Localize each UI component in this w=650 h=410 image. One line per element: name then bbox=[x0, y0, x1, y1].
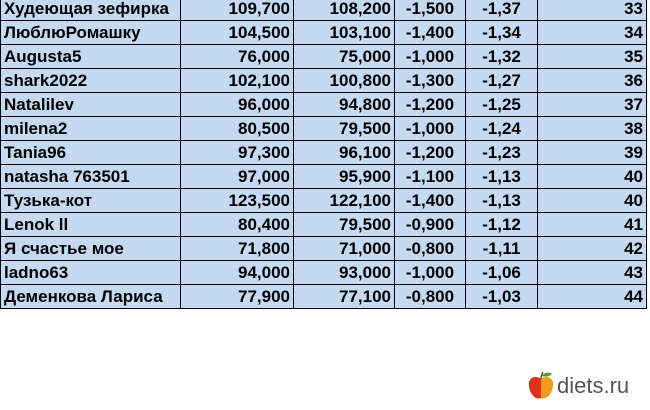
cell-diff: -1,000 bbox=[395, 261, 466, 285]
cell-name: Tania96 bbox=[1, 141, 181, 165]
cell-current: 95,900 bbox=[294, 165, 395, 189]
cell-rank: 34 bbox=[538, 21, 647, 45]
table-row bbox=[1, 117, 647, 141]
cell-start: 94,000 bbox=[181, 261, 294, 285]
table-row bbox=[1, 261, 647, 285]
cell-current: 122,100 bbox=[294, 189, 395, 213]
cell-rank: 38 bbox=[538, 117, 647, 141]
cell-start: 77,900 bbox=[181, 285, 294, 309]
cell-current: 96,100 bbox=[294, 141, 395, 165]
table-row bbox=[1, 237, 647, 261]
cell-name: Деменкова Лариса bbox=[1, 285, 181, 309]
cell-pct: -1,12 bbox=[466, 213, 538, 237]
cell-pct: -1,27 bbox=[466, 69, 538, 93]
table-row bbox=[1, 45, 647, 69]
results-table-body bbox=[1, 0, 647, 309]
cell-current: 108,200 bbox=[294, 0, 395, 21]
cell-rank: 33 bbox=[538, 0, 647, 21]
cell-start: 76,000 bbox=[181, 45, 294, 69]
cell-rank: 43 bbox=[538, 261, 647, 285]
cell-pct: -1,11 bbox=[466, 237, 538, 261]
cell-name: ladno63 bbox=[1, 261, 181, 285]
cell-current: 94,800 bbox=[294, 93, 395, 117]
cell-current: 71,000 bbox=[294, 237, 395, 261]
table-row bbox=[1, 0, 647, 21]
cell-current: 100,800 bbox=[294, 69, 395, 93]
logo-text bbox=[557, 373, 629, 399]
cell-pct: -1,23 bbox=[466, 141, 538, 165]
cell-name: Худеющая зефирка bbox=[1, 0, 181, 21]
cell-start: 96,000 bbox=[181, 93, 294, 117]
cell-rank: 40 bbox=[538, 165, 647, 189]
cell-start: 104,500 bbox=[181, 21, 294, 45]
cell-start: 71,800 bbox=[181, 237, 294, 261]
cell-pct: -1,03 bbox=[466, 285, 538, 309]
cell-name: ЛюблюРомашку bbox=[1, 21, 181, 45]
cell-diff: -1,200 bbox=[395, 141, 466, 165]
cell-pct: -1,25 bbox=[466, 93, 538, 117]
cell-rank: 44 bbox=[538, 285, 647, 309]
table-row bbox=[1, 141, 647, 165]
cell-current: 103,100 bbox=[294, 21, 395, 45]
cell-name: shark2022 bbox=[1, 69, 181, 93]
cell-pct: -1,34 bbox=[466, 21, 538, 45]
table-row bbox=[1, 285, 647, 309]
cell-diff: -1,100 bbox=[395, 165, 466, 189]
cell-diff: -1,400 bbox=[395, 189, 466, 213]
cell-name: Я счастье мое bbox=[1, 237, 181, 261]
cell-pct: -1,06 bbox=[466, 261, 538, 285]
cell-diff: -1,200 bbox=[395, 93, 466, 117]
cell-current: 79,500 bbox=[294, 117, 395, 141]
cell-name: Тузька-кот bbox=[1, 189, 181, 213]
table-row bbox=[1, 189, 647, 213]
cell-diff: -1,400 bbox=[395, 21, 466, 45]
table-row bbox=[1, 93, 647, 117]
cell-start: 97,000 bbox=[181, 165, 294, 189]
cell-current: 77,100 bbox=[294, 285, 395, 309]
table-row bbox=[1, 165, 647, 189]
cell-name: Augusta5 bbox=[1, 45, 181, 69]
cell-start: 123,500 bbox=[181, 189, 294, 213]
cell-pct: -1,37 bbox=[466, 0, 538, 21]
cell-start: 80,500 bbox=[181, 117, 294, 141]
cell-name: natasha 763501 bbox=[1, 165, 181, 189]
cell-start: 109,700 bbox=[181, 0, 294, 21]
cell-diff: -1,500 bbox=[395, 0, 466, 21]
cell-diff: -0,800 bbox=[395, 285, 466, 309]
cell-diff: -1,000 bbox=[395, 45, 466, 69]
diets-ru-logo bbox=[527, 371, 629, 401]
cell-diff: -1,000 bbox=[395, 117, 466, 141]
cell-pct: -1,13 bbox=[466, 165, 538, 189]
cell-start: 80,400 bbox=[181, 213, 294, 237]
table-row bbox=[1, 213, 647, 237]
cell-rank: 40 bbox=[538, 189, 647, 213]
logo-text-tld: .ru bbox=[603, 373, 630, 398]
cell-pct: -1,24 bbox=[466, 117, 538, 141]
cell-diff: -0,800 bbox=[395, 237, 466, 261]
cell-diff: -1,300 bbox=[395, 69, 466, 93]
cell-rank: 42 bbox=[538, 237, 647, 261]
cell-rank: 35 bbox=[538, 45, 647, 69]
cell-current: 79,500 bbox=[294, 213, 395, 237]
cell-current: 75,000 bbox=[294, 45, 395, 69]
cell-current: 93,000 bbox=[294, 261, 395, 285]
cell-rank: 39 bbox=[538, 141, 647, 165]
cell-diff: -0,900 bbox=[395, 213, 466, 237]
cell-start: 97,300 bbox=[181, 141, 294, 165]
cell-name: milena2 bbox=[1, 117, 181, 141]
logo-text-main: diets bbox=[557, 373, 604, 398]
cell-name: Natalilev bbox=[1, 93, 181, 117]
cell-pct: -1,32 bbox=[466, 45, 538, 69]
cell-pct: -1,13 bbox=[466, 189, 538, 213]
cell-name: Lenok ll bbox=[1, 213, 181, 237]
cell-rank: 37 bbox=[538, 93, 647, 117]
cell-rank: 41 bbox=[538, 213, 647, 237]
table-row bbox=[1, 21, 647, 45]
table-row bbox=[1, 69, 647, 93]
apple-icon bbox=[527, 371, 555, 401]
cell-start: 102,100 bbox=[181, 69, 294, 93]
cell-rank: 36 bbox=[538, 69, 647, 93]
